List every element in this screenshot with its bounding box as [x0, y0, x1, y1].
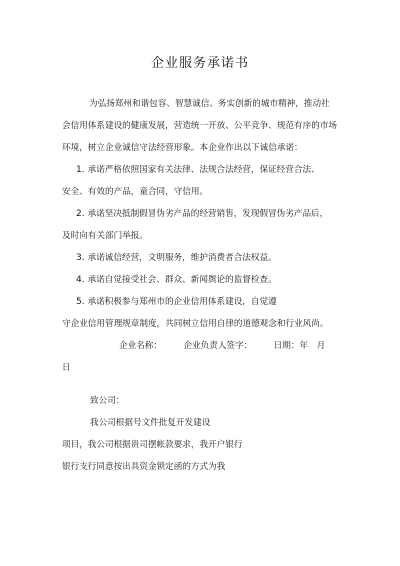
- item-1-line-2: 安全、有效的产品，童合同，守信用。: [62, 187, 209, 197]
- closing-line: 守企业信用管理规章制度，共同树立信用自律的道德观念和行业风尚。: [62, 319, 329, 329]
- item-4-line: [76, 275, 277, 286]
- item-1-line-1: [76, 165, 320, 176]
- letter-line-2: 项目，我公司根据贵司摆帐款要求，我开户银行: [62, 440, 243, 450]
- letter-salutation: 致公司：: [90, 396, 125, 406]
- item-4-number: 4.: [76, 275, 85, 285]
- item-3-number: 3.: [76, 253, 85, 263]
- intro-line-1: 为弘扬郑州和谐包容、智慧诚信、务实创新的城市精神，推动社: [89, 99, 330, 109]
- item-3-line: [76, 253, 277, 264]
- item-4-text: 承诺自觉接受社会、群众、新闻舆论的监督检查。: [87, 275, 277, 285]
- signature-line: 企业名称： 企业负责人签字： 日期：年 月: [119, 341, 326, 351]
- item-2-text: 承诺坚决抵制假冒伪劣产品的经营销售，发现假冒伪劣产品后，: [87, 209, 329, 219]
- letter-line-3: 银行支行同意按出具资金锁定函的方式为我: [62, 462, 226, 472]
- intro-line-2: 会信用体系建设的健康发展，营造统一开放、公平竞争、规范有序的市场: [62, 121, 338, 131]
- intro-line-3: 环境，树立企业诚信守法经营形象。本企业作出以下诚信承诺：: [62, 143, 303, 153]
- item-3-text: 承诺诚信经营，文明服务，维护消费者合法权益。: [87, 253, 277, 263]
- item-2-line-2: 及时向有关部门举报。: [62, 231, 148, 241]
- item-5-number: 5.: [76, 297, 85, 307]
- item-2-line-1: [76, 209, 328, 220]
- item-2-number: 2.: [76, 209, 85, 219]
- signature-tail: 日: [62, 363, 71, 373]
- item-5-line: [76, 297, 277, 308]
- document-title: 企业服务承诺书: [150, 56, 249, 71]
- item-1-text: 承诺严格依照国家有关法律、法规合法经营，保证经营合法、: [87, 165, 320, 175]
- item-5-text: 承诺积极参与郑州市的企业信用体系建设，自觉遵: [87, 297, 277, 307]
- letter-line-1: 我公司根据号文件批复开发建设: [90, 418, 211, 428]
- item-1-number: 1.: [76, 165, 85, 175]
